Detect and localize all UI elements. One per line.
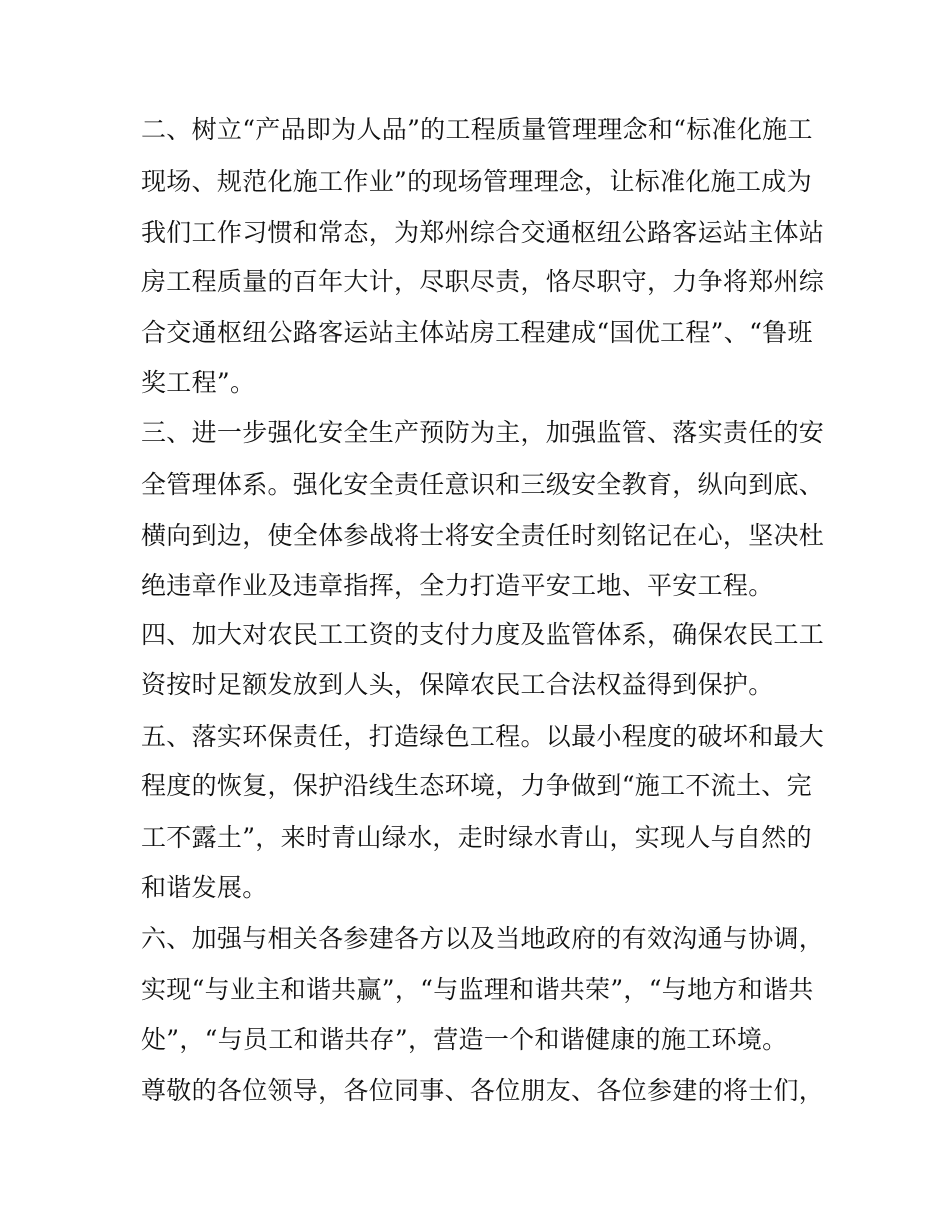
text-line: 三、进一步强化安全生产预防为主，加强监管、落实责任的安 [141,418,825,447]
text-line: 我们工作习惯和常态，为郑州综合交通枢纽公路客运站主体站 [141,218,825,247]
text-line: 六、加强与相关各参建各方以及当地政府的有效沟通与协调， [141,924,825,953]
text-line: 合交通枢纽公路客运站主体站房工程建成“国优工程”、“鲁班 [141,318,813,347]
text-line: 现场、规范化施工作业”的现场管理理念，让标准化施工成为 [141,167,812,196]
text-line: 实现“与业主和谐共赢”，“与监理和谐共荣”，“与地方和谐共 [141,975,814,1004]
text-line: 程度的恢复，保护沿线生态环境，力争做到“施工不流土、完 [141,771,812,800]
text-line: 二、树立“产品即为人品”的工程质量管理理念和“标准化施工 [141,115,813,144]
text-line: 绝违章作业及违章指挥，全力打造平安工地、平安工程。 [141,571,774,600]
text-line: 五、落实环保责任，打造绿色工程。以最小程度的破坏和最大 [141,722,825,751]
text-line: 工不露土”，来时青山绿水，走时绿水青山，实现人与自然的 [141,823,812,852]
text-line: 房工程质量的百年大计，尽职尽责，恪尽职守，力争将郑州综 [141,267,825,296]
text-line: 资按时足额发放到人头，保障农民工合法权益得到保护。 [141,670,774,699]
text-line: 处”，“与员工和谐共存”，营造一个和谐健康的施工环境。 [141,1025,788,1054]
text-line: 奖工程”。 [141,368,256,397]
text-line: 全管理体系。强化安全责任意识和三级安全教育，纵向到底、 [141,470,825,499]
text-line: 横向到边，使全体参战将士将安全责任时刻铭记在心，坚决杜 [141,521,825,550]
text-line: 四、加大对农民工工资的支付力度及监管体系，确保农民工工 [141,620,825,649]
text-line: 尊敬的各位领导，各位同事、各位朋友、各位参建的将士们， [141,1076,825,1105]
text-line: 和谐发展。 [141,873,268,902]
